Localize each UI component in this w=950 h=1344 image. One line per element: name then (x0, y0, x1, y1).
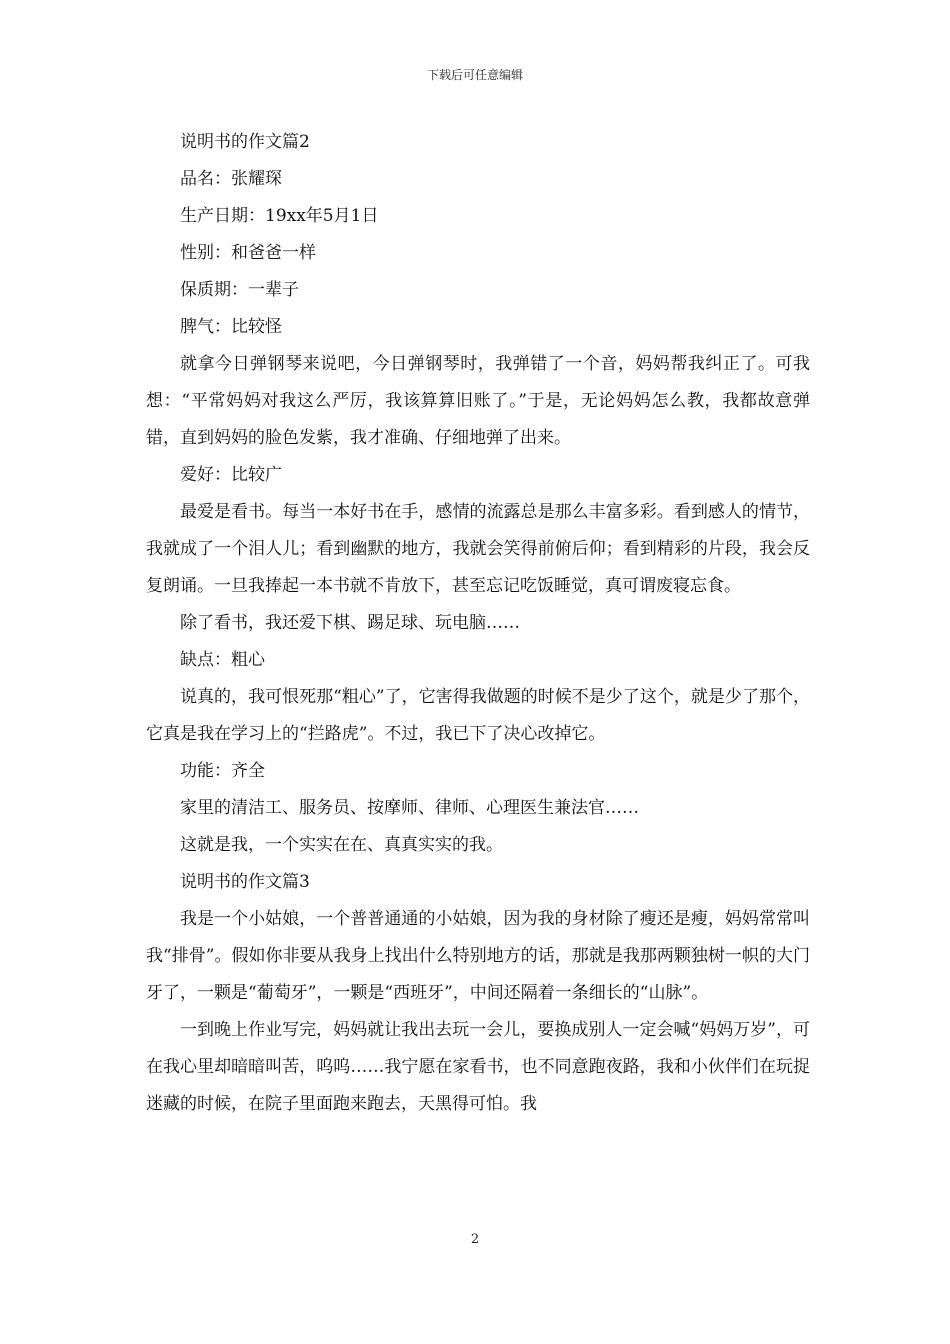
paragraph: 我是一个小姑娘，一个普普通通的小姑娘，因为我的身材除了瘦还是瘦，妈妈常常叫我“排骨”。假如你非要从我身上找出什么特别地方的话，那就是我那两颗独树一帜的大门牙了，一颗是“葡萄牙”，一颗是“西班牙”，中间还隔着一条细长的“山脉”。 (146, 909, 810, 1003)
paragraph: 一到晚上作业写完，妈妈就让我出去玩一会儿，要换成别人一定会喊“妈妈万岁”，可在我心里却暗暗叫苦，呜呜……我宁愿在家看书，也不同意跑夜路，我和小伙伴们在玩捉迷藏的时候，在院子里面跑来跑去，天黑得可怕。我 (146, 1020, 810, 1114)
paragraph: 说真的，我可恨死那“粗心”了，它害得我做题的时候不是少了这个，就是少了那个，它真是我在学习上的“拦路虎”。不过，我已下了决心改掉它。 (146, 687, 810, 744)
paragraph: 最爱是看书。每当一本好书在手，感情的流露总是那么丰富多彩。看到感人的情节，我就成了一个泪人儿；看到幽默的地方，我就会笑得前俯后仰；看到精彩的片段，我会反复朗诵。一旦我捧起一本书就不肯放下，甚至忘记吃饭睡觉，真可谓废寝忘食。 (146, 502, 810, 596)
page-header: 下载后可任意编辑 (426, 68, 523, 82)
paragraph: 缺点：粗心 (180, 650, 265, 670)
section-title: 说明书的作文篇2 (180, 132, 310, 152)
paragraph: 功能：齐全 (180, 761, 265, 781)
paragraph: 保质期：一辈子 (180, 280, 299, 300)
paragraph: 脾气：比较怪 (180, 317, 282, 337)
paragraph: 这就是我，一个实实在在、真真实实的我。 (180, 835, 503, 855)
paragraph: 除了看书，我还爱下棋、踢足球、玩电脑…… (180, 613, 520, 633)
paragraph: 品名：张耀琛 (180, 169, 282, 189)
paragraph: 家里的清洁工、服务员、按摩师、律师、心理医生兼法官…… (180, 798, 639, 818)
section-title: 说明书的作文篇3 (180, 872, 310, 892)
paragraph: 性别：和爸爸一样 (180, 243, 316, 263)
paragraph: 爱好：比较广 (180, 465, 282, 485)
paragraph: 生产日期：19xx年5月1日 (180, 206, 379, 226)
page-number: 2 (470, 1232, 480, 1247)
document-body (146, 124, 810, 1123)
paragraph: 就拿今日弹钢琴来说吧，今日弹钢琴时，我弹错了一个音，妈妈帮我纠正了。可我想：“平常妈妈对我这么严厉，我该算算旧账了。”于是，无论妈妈怎么教，我都故意弹错，直到妈妈的脸色发紫，我才准确、仔细地弹了出来。 (146, 354, 810, 448)
